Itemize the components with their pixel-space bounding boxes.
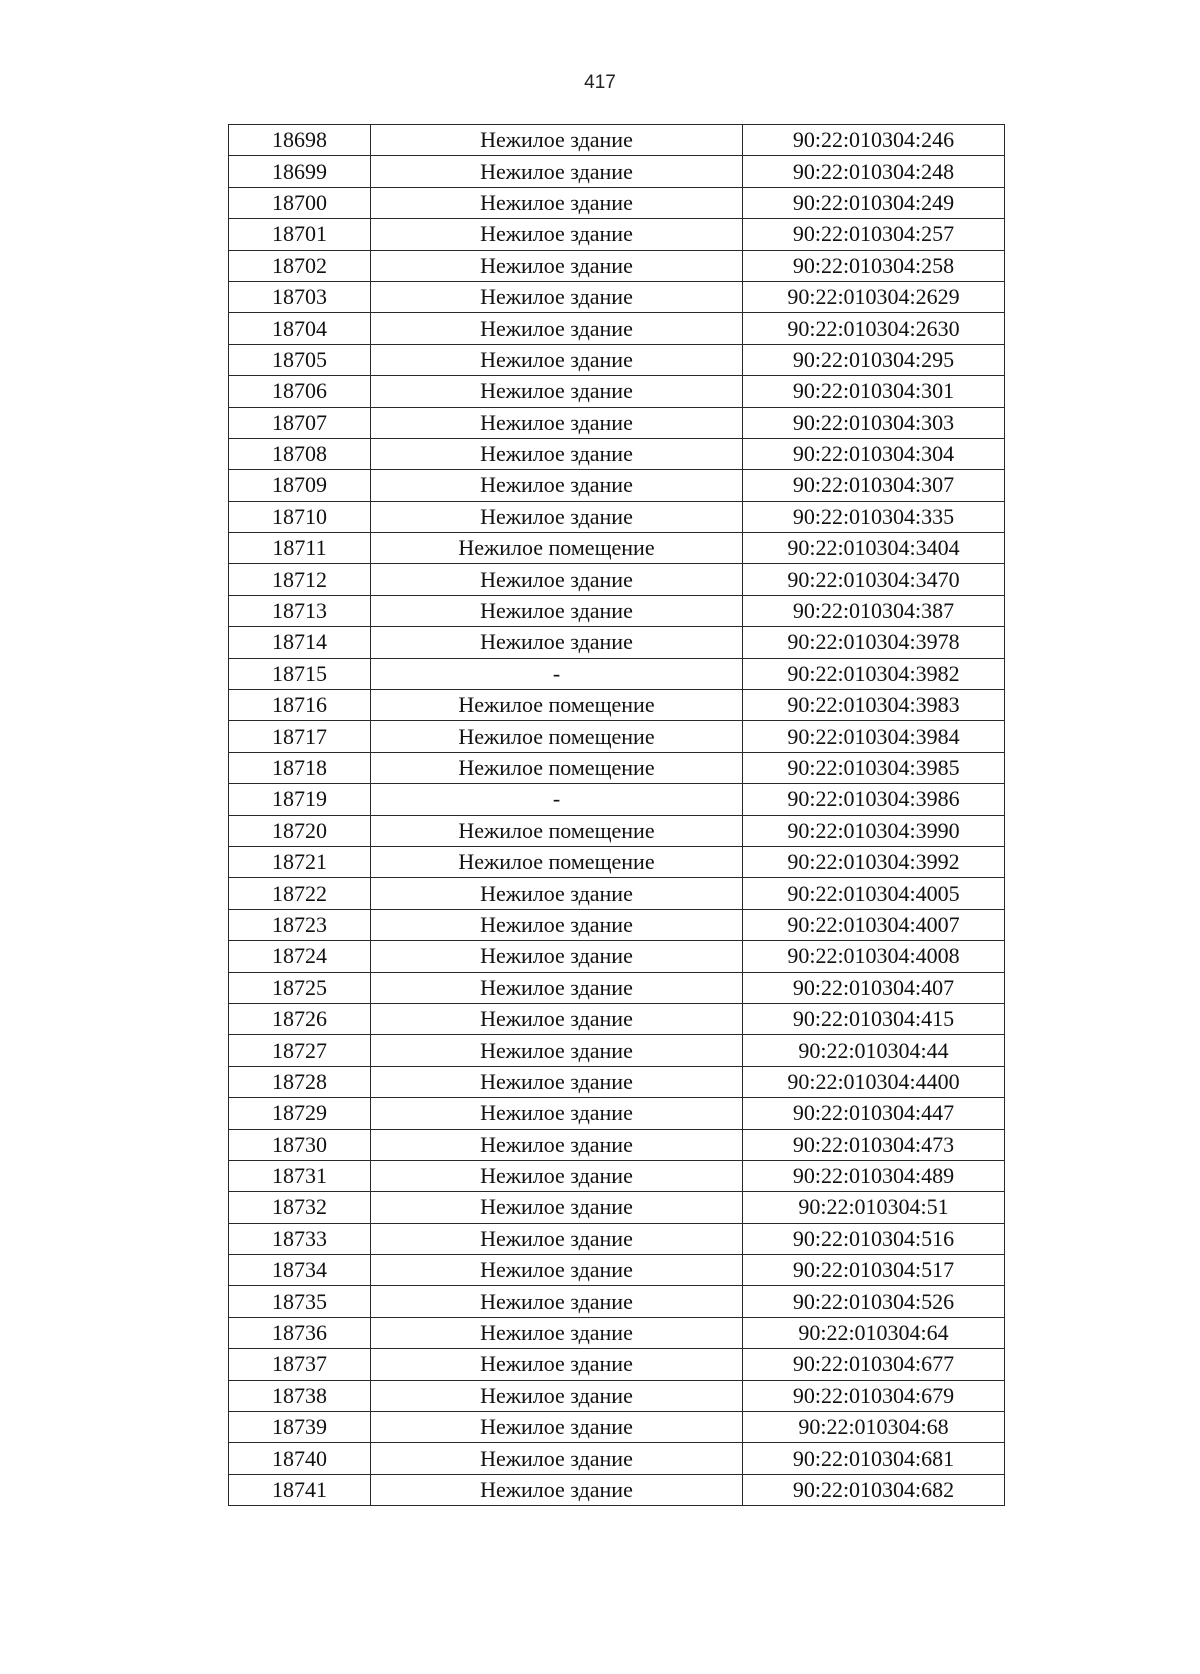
cadastral-number-cell: 90:22:010304:257 — [743, 219, 1005, 250]
cadastral-number-cell: 90:22:010304:307 — [743, 470, 1005, 501]
object-type-cell: Нежилое здание — [371, 156, 743, 187]
object-type-cell: Нежилое здание — [371, 627, 743, 658]
cadastral-number-cell: 90:22:010304:4007 — [743, 909, 1005, 940]
table-row — [229, 156, 1005, 187]
row-number-cell: 18732 — [229, 1192, 371, 1223]
object-type-cell: Нежилое здание — [371, 1255, 743, 1286]
cadastral-number-cell: 90:22:010304:682 — [743, 1474, 1005, 1505]
table-row — [229, 501, 1005, 532]
object-type-cell: Нежилое здание — [371, 1223, 743, 1254]
row-number-cell: 18725 — [229, 972, 371, 1003]
table-row — [229, 1035, 1005, 1066]
row-number-cell: 18706 — [229, 376, 371, 407]
row-number-cell: 18741 — [229, 1474, 371, 1505]
row-number-cell: 18723 — [229, 909, 371, 940]
row-number-cell: 18728 — [229, 1066, 371, 1097]
object-type-cell: Нежилое здание — [371, 344, 743, 375]
table-row — [229, 344, 1005, 375]
table-row — [229, 564, 1005, 595]
cadastral-number-cell: 90:22:010304:246 — [743, 125, 1005, 156]
cadastral-number-cell: 90:22:010304:526 — [743, 1286, 1005, 1317]
cadastral-number-cell: 90:22:010304:2630 — [743, 313, 1005, 344]
cadastral-number-cell: 90:22:010304:3984 — [743, 721, 1005, 752]
cadastral-number-cell: 90:22:010304:3404 — [743, 533, 1005, 564]
object-type-cell: Нежилое здание — [371, 1129, 743, 1160]
object-type-cell: Нежилое здание — [371, 1443, 743, 1474]
row-number-cell: 18729 — [229, 1098, 371, 1129]
table-row — [229, 690, 1005, 721]
row-number-cell: 18700 — [229, 187, 371, 218]
cadastral-number-cell: 90:22:010304:68 — [743, 1412, 1005, 1443]
cadastral-number-cell: 90:22:010304:2629 — [743, 281, 1005, 312]
cadastral-number-cell: 90:22:010304:3992 — [743, 846, 1005, 877]
object-type-cell: - — [371, 784, 743, 815]
object-type-cell: Нежилое помещение — [371, 815, 743, 846]
table-row — [229, 721, 1005, 752]
row-number-cell: 18711 — [229, 533, 371, 564]
table-row — [229, 1192, 1005, 1223]
cadastral-number-cell: 90:22:010304:489 — [743, 1160, 1005, 1191]
cadastral-number-cell: 90:22:010304:387 — [743, 595, 1005, 626]
table-row — [229, 595, 1005, 626]
row-number-cell: 18727 — [229, 1035, 371, 1066]
object-type-cell: Нежилое помещение — [371, 533, 743, 564]
cadastral-number-cell: 90:22:010304:304 — [743, 438, 1005, 469]
row-number-cell: 18712 — [229, 564, 371, 595]
row-number-cell: 18709 — [229, 470, 371, 501]
object-type-cell: Нежилое здание — [371, 125, 743, 156]
row-number-cell: 18702 — [229, 250, 371, 281]
table-row — [229, 250, 1005, 281]
cadastral-number-cell: 90:22:010304:473 — [743, 1129, 1005, 1160]
row-number-cell: 18703 — [229, 281, 371, 312]
row-number-cell: 18704 — [229, 313, 371, 344]
object-type-cell: Нежилое здание — [371, 1349, 743, 1380]
page-number: 417 — [584, 72, 616, 93]
table-row — [229, 941, 1005, 972]
cadastral-number-cell: 90:22:010304:516 — [743, 1223, 1005, 1254]
cadastral-number-cell: 90:22:010304:3983 — [743, 690, 1005, 721]
table-row — [229, 1003, 1005, 1034]
row-number-cell: 18708 — [229, 438, 371, 469]
row-number-cell: 18724 — [229, 941, 371, 972]
cadastral-number-cell: 90:22:010304:447 — [743, 1098, 1005, 1129]
object-type-cell: Нежилое помещение — [371, 721, 743, 752]
object-type-cell: Нежилое здание — [371, 941, 743, 972]
object-type-cell: Нежилое здание — [371, 1286, 743, 1317]
row-number-cell: 18738 — [229, 1380, 371, 1411]
row-number-cell: 18716 — [229, 690, 371, 721]
object-type-cell: Нежилое здание — [371, 281, 743, 312]
object-type-cell: Нежилое здание — [371, 1003, 743, 1034]
cadastral-number-cell: 90:22:010304:3986 — [743, 784, 1005, 815]
row-number-cell: 18735 — [229, 1286, 371, 1317]
object-type-cell: Нежилое здание — [371, 1066, 743, 1097]
table-row — [229, 1443, 1005, 1474]
table-row — [229, 909, 1005, 940]
table-row — [229, 219, 1005, 250]
row-number-cell: 18705 — [229, 344, 371, 375]
table-row — [229, 376, 1005, 407]
cadastral-number-cell: 90:22:010304:301 — [743, 376, 1005, 407]
cadastral-number-cell: 90:22:010304:44 — [743, 1035, 1005, 1066]
table-row — [229, 627, 1005, 658]
table-row — [229, 187, 1005, 218]
cadastral-number-cell: 90:22:010304:248 — [743, 156, 1005, 187]
object-type-cell: - — [371, 658, 743, 689]
table-body — [229, 125, 1005, 1506]
cadastral-number-cell: 90:22:010304:51 — [743, 1192, 1005, 1223]
row-number-cell: 18731 — [229, 1160, 371, 1191]
object-type-cell: Нежилое здание — [371, 407, 743, 438]
object-type-cell: Нежилое здание — [371, 376, 743, 407]
table-row — [229, 658, 1005, 689]
table-row — [229, 1160, 1005, 1191]
object-type-cell: Нежилое здание — [371, 250, 743, 281]
row-number-cell: 18720 — [229, 815, 371, 846]
table-row — [229, 784, 1005, 815]
table-row — [229, 1349, 1005, 1380]
cadastral-number-cell: 90:22:010304:303 — [743, 407, 1005, 438]
table-row — [229, 972, 1005, 1003]
table-row — [229, 815, 1005, 846]
table-row — [229, 407, 1005, 438]
object-type-cell: Нежилое здание — [371, 1317, 743, 1348]
table-row — [229, 1098, 1005, 1129]
object-type-cell: Нежилое здание — [371, 564, 743, 595]
cadastral-number-cell: 90:22:010304:677 — [743, 1349, 1005, 1380]
row-number-cell: 18715 — [229, 658, 371, 689]
cadastral-number-cell: 90:22:010304:681 — [743, 1443, 1005, 1474]
cadastral-number-cell: 90:22:010304:3470 — [743, 564, 1005, 595]
object-type-cell: Нежилое помещение — [371, 846, 743, 877]
object-type-cell: Нежилое здание — [371, 595, 743, 626]
table-row — [229, 533, 1005, 564]
row-number-cell: 18718 — [229, 752, 371, 783]
row-number-cell: 18707 — [229, 407, 371, 438]
cadastral-number-cell: 90:22:010304:335 — [743, 501, 1005, 532]
object-type-cell: Нежилое здание — [371, 1474, 743, 1505]
object-type-cell: Нежилое здание — [371, 878, 743, 909]
cadastral-number-cell: 90:22:010304:258 — [743, 250, 1005, 281]
property-table — [228, 124, 1005, 1506]
row-number-cell: 18737 — [229, 1349, 371, 1380]
row-number-cell: 18733 — [229, 1223, 371, 1254]
row-number-cell: 18726 — [229, 1003, 371, 1034]
table-row — [229, 1380, 1005, 1411]
table-row — [229, 125, 1005, 156]
row-number-cell: 18721 — [229, 846, 371, 877]
table-row — [229, 1129, 1005, 1160]
table-row — [229, 1317, 1005, 1348]
table-row — [229, 1066, 1005, 1097]
cadastral-number-cell: 90:22:010304:4400 — [743, 1066, 1005, 1097]
row-number-cell: 18740 — [229, 1443, 371, 1474]
cadastral-number-cell: 90:22:010304:64 — [743, 1317, 1005, 1348]
object-type-cell: Нежилое помещение — [371, 752, 743, 783]
cadastral-number-cell: 90:22:010304:3978 — [743, 627, 1005, 658]
object-type-cell: Нежилое здание — [371, 972, 743, 1003]
row-number-cell: 18722 — [229, 878, 371, 909]
cadastral-number-cell: 90:22:010304:407 — [743, 972, 1005, 1003]
object-type-cell: Нежилое здание — [371, 219, 743, 250]
object-type-cell: Нежилое здание — [371, 501, 743, 532]
object-type-cell: Нежилое здание — [371, 187, 743, 218]
cadastral-number-cell: 90:22:010304:3985 — [743, 752, 1005, 783]
row-number-cell: 18710 — [229, 501, 371, 532]
object-type-cell: Нежилое здание — [371, 1035, 743, 1066]
table-row — [229, 1474, 1005, 1505]
row-number-cell: 18699 — [229, 156, 371, 187]
object-type-cell: Нежилое здание — [371, 1098, 743, 1129]
row-number-cell: 18713 — [229, 595, 371, 626]
row-number-cell: 18734 — [229, 1255, 371, 1286]
cadastral-number-cell: 90:22:010304:3990 — [743, 815, 1005, 846]
row-number-cell: 18701 — [229, 219, 371, 250]
table-row — [229, 752, 1005, 783]
table-row — [229, 1223, 1005, 1254]
table-row — [229, 1412, 1005, 1443]
row-number-cell: 18736 — [229, 1317, 371, 1348]
row-number-cell: 18698 — [229, 125, 371, 156]
table-row — [229, 281, 1005, 312]
object-type-cell: Нежилое здание — [371, 313, 743, 344]
cadastral-number-cell: 90:22:010304:415 — [743, 1003, 1005, 1034]
cadastral-number-cell: 90:22:010304:249 — [743, 187, 1005, 218]
row-number-cell: 18717 — [229, 721, 371, 752]
object-type-cell: Нежилое здание — [371, 1380, 743, 1411]
table-row — [229, 1255, 1005, 1286]
table-row — [229, 470, 1005, 501]
cadastral-number-cell: 90:22:010304:679 — [743, 1380, 1005, 1411]
table-row — [229, 1286, 1005, 1317]
cadastral-number-cell: 90:22:010304:517 — [743, 1255, 1005, 1286]
object-type-cell: Нежилое здание — [371, 909, 743, 940]
row-number-cell: 18739 — [229, 1412, 371, 1443]
table-row — [229, 878, 1005, 909]
object-type-cell: Нежилое здание — [371, 438, 743, 469]
row-number-cell: 18714 — [229, 627, 371, 658]
table-row — [229, 846, 1005, 877]
cadastral-number-cell: 90:22:010304:3982 — [743, 658, 1005, 689]
table-row — [229, 438, 1005, 469]
object-type-cell: Нежилое здание — [371, 1412, 743, 1443]
cadastral-number-cell: 90:22:010304:4005 — [743, 878, 1005, 909]
row-number-cell: 18730 — [229, 1129, 371, 1160]
table-row — [229, 313, 1005, 344]
object-type-cell: Нежилое здание — [371, 1160, 743, 1191]
cadastral-number-cell: 90:22:010304:4008 — [743, 941, 1005, 972]
cadastral-number-cell: 90:22:010304:295 — [743, 344, 1005, 375]
object-type-cell: Нежилое здание — [371, 470, 743, 501]
object-type-cell: Нежилое здание — [371, 1192, 743, 1223]
object-type-cell: Нежилое помещение — [371, 690, 743, 721]
row-number-cell: 18719 — [229, 784, 371, 815]
